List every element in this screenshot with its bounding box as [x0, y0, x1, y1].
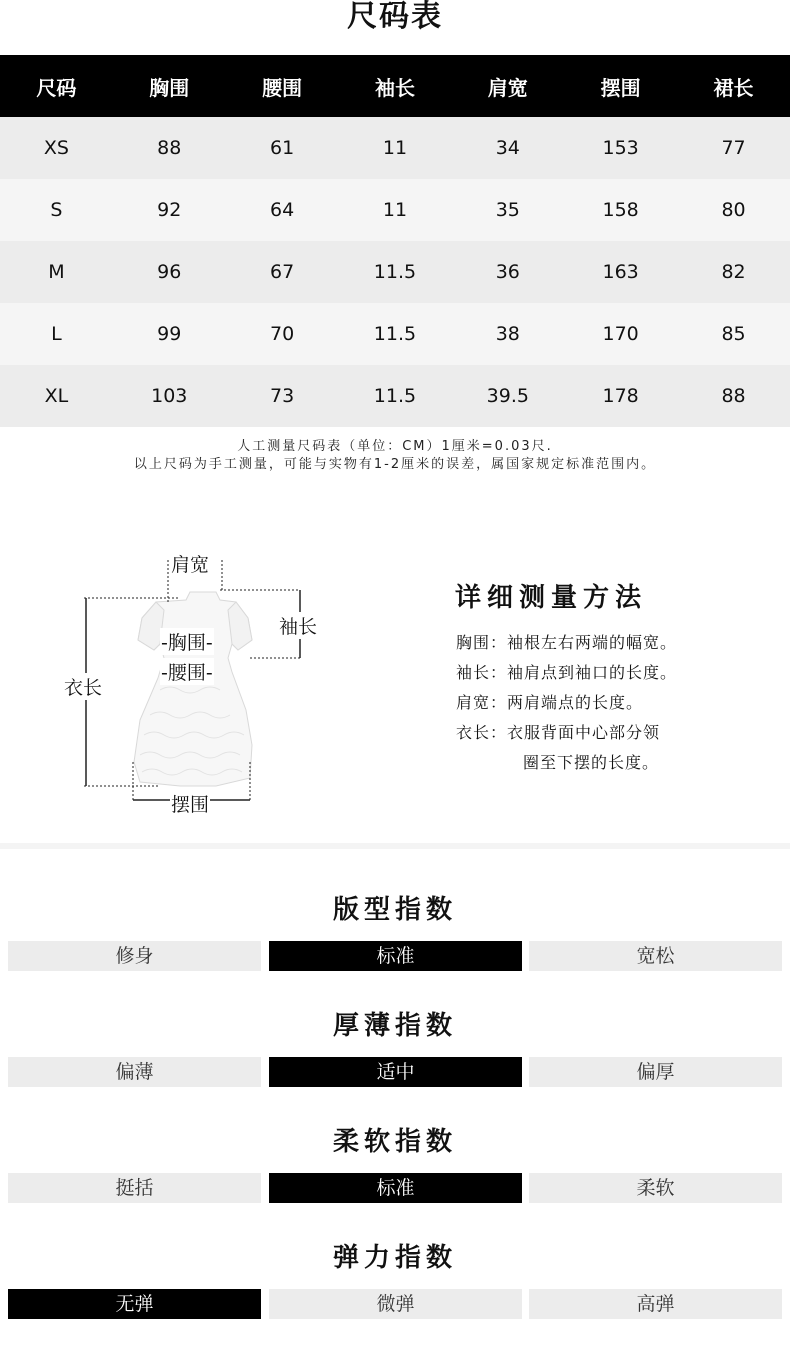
label-hem: 摆围	[170, 790, 210, 817]
table-cell: 11	[339, 179, 452, 241]
table-cell: 70	[226, 303, 339, 365]
size-chart-title: 尺码表	[347, 0, 443, 34]
method-line-length: 衣长：衣服背面中心部分领	[456, 723, 661, 742]
method-line-sleeve: 袖长：袖肩点到袖口的长度。	[456, 663, 678, 682]
table-cell: 163	[564, 241, 677, 303]
fit-index-scale	[8, 941, 782, 971]
table-cell: 82	[677, 241, 790, 303]
index-option-selected: 标准	[269, 941, 522, 971]
table-cell: 158	[564, 179, 677, 241]
method-list	[456, 628, 677, 778]
table-cell: 170	[564, 303, 677, 365]
index-option: 柔软	[529, 1173, 782, 1203]
table-cell: 103	[113, 365, 226, 427]
table-cell: 67	[226, 241, 339, 303]
table-cell: 11.5	[339, 303, 452, 365]
index-title-thickness: 厚薄指数	[332, 1011, 457, 1041]
table-cell: 61	[226, 117, 339, 179]
table-cell: 35	[451, 179, 564, 241]
table-cell: 77	[677, 117, 790, 179]
table-row	[0, 241, 790, 303]
header-chest: 胸围	[113, 55, 226, 117]
table-cell: 36	[451, 241, 564, 303]
index-option: 高弹	[529, 1289, 782, 1319]
dress-illustration	[60, 540, 350, 830]
size-table-header-row	[0, 55, 790, 117]
label-chest: -胸围-	[160, 628, 214, 655]
elasticity-index-scale	[8, 1289, 782, 1319]
index-option: 挺括	[8, 1173, 261, 1203]
table-cell: 99	[113, 303, 226, 365]
table-cell: M	[0, 241, 113, 303]
label-sleeve: 袖长	[278, 612, 318, 639]
table-cell: 64	[226, 179, 339, 241]
table-cell: 88	[113, 117, 226, 179]
table-row	[0, 179, 790, 241]
index-option-selected: 标准	[269, 1173, 522, 1203]
label-shoulder: 肩宽	[170, 550, 210, 577]
table-row	[0, 303, 790, 365]
table-row	[0, 117, 790, 179]
table-cell: 80	[677, 179, 790, 241]
size-note-unit: 人工测量尺码表（单位：CM）1厘米=0.03尺.	[237, 439, 553, 454]
measurement-diagram	[60, 540, 350, 830]
header-shoulder: 肩宽	[451, 55, 564, 117]
table-cell: S	[0, 179, 113, 241]
table-row	[0, 365, 790, 427]
method-title: 详细测量方法	[455, 583, 648, 613]
table-cell: 92	[113, 179, 226, 241]
table-cell: 39.5	[451, 365, 564, 427]
header-length: 裙长	[677, 55, 790, 117]
table-cell: 34	[451, 117, 564, 179]
size-note-tolerance: 以上尺码为手工测量，可能与实物有1-2厘米的误差，属国家规定标准范围内。	[133, 457, 657, 472]
size-table	[0, 55, 790, 427]
index-option: 微弹	[269, 1289, 522, 1319]
softness-index-scale	[8, 1173, 782, 1203]
table-cell: 11.5	[339, 241, 452, 303]
table-cell: XL	[0, 365, 113, 427]
method-line-shoulder: 肩宽：两肩端点的长度。	[456, 693, 644, 712]
index-option: 偏薄	[8, 1057, 261, 1087]
table-cell: 73	[226, 365, 339, 427]
label-waist: -腰围-	[160, 658, 214, 685]
label-length: 衣长	[63, 673, 103, 700]
table-cell: 88	[677, 365, 790, 427]
table-cell: 153	[564, 117, 677, 179]
index-option-selected: 无弹	[8, 1289, 261, 1319]
index-option: 修身	[8, 941, 261, 971]
table-cell: 85	[677, 303, 790, 365]
header-waist: 腰围	[226, 55, 339, 117]
index-option: 偏厚	[529, 1057, 782, 1087]
header-size: 尺码	[0, 55, 113, 117]
section-divider	[0, 843, 790, 849]
index-title-elasticity: 弹力指数	[332, 1243, 457, 1273]
table-cell: 178	[564, 365, 677, 427]
table-cell: L	[0, 303, 113, 365]
method-line-length-cont: 圈至下摆的长度。	[456, 753, 659, 772]
table-cell: XS	[0, 117, 113, 179]
header-hem: 摆围	[564, 55, 677, 117]
index-title-fit: 版型指数	[332, 895, 457, 925]
table-cell: 11	[339, 117, 452, 179]
index-option-selected: 适中	[269, 1057, 522, 1087]
index-option: 宽松	[529, 941, 782, 971]
index-title-softness: 柔软指数	[332, 1127, 457, 1157]
method-line-chest: 胸围：袖根左右两端的幅宽。	[456, 633, 678, 652]
table-cell: 96	[113, 241, 226, 303]
thickness-index-scale	[8, 1057, 782, 1087]
table-cell: 11.5	[339, 365, 452, 427]
table-cell: 38	[451, 303, 564, 365]
header-sleeve: 袖长	[339, 55, 452, 117]
